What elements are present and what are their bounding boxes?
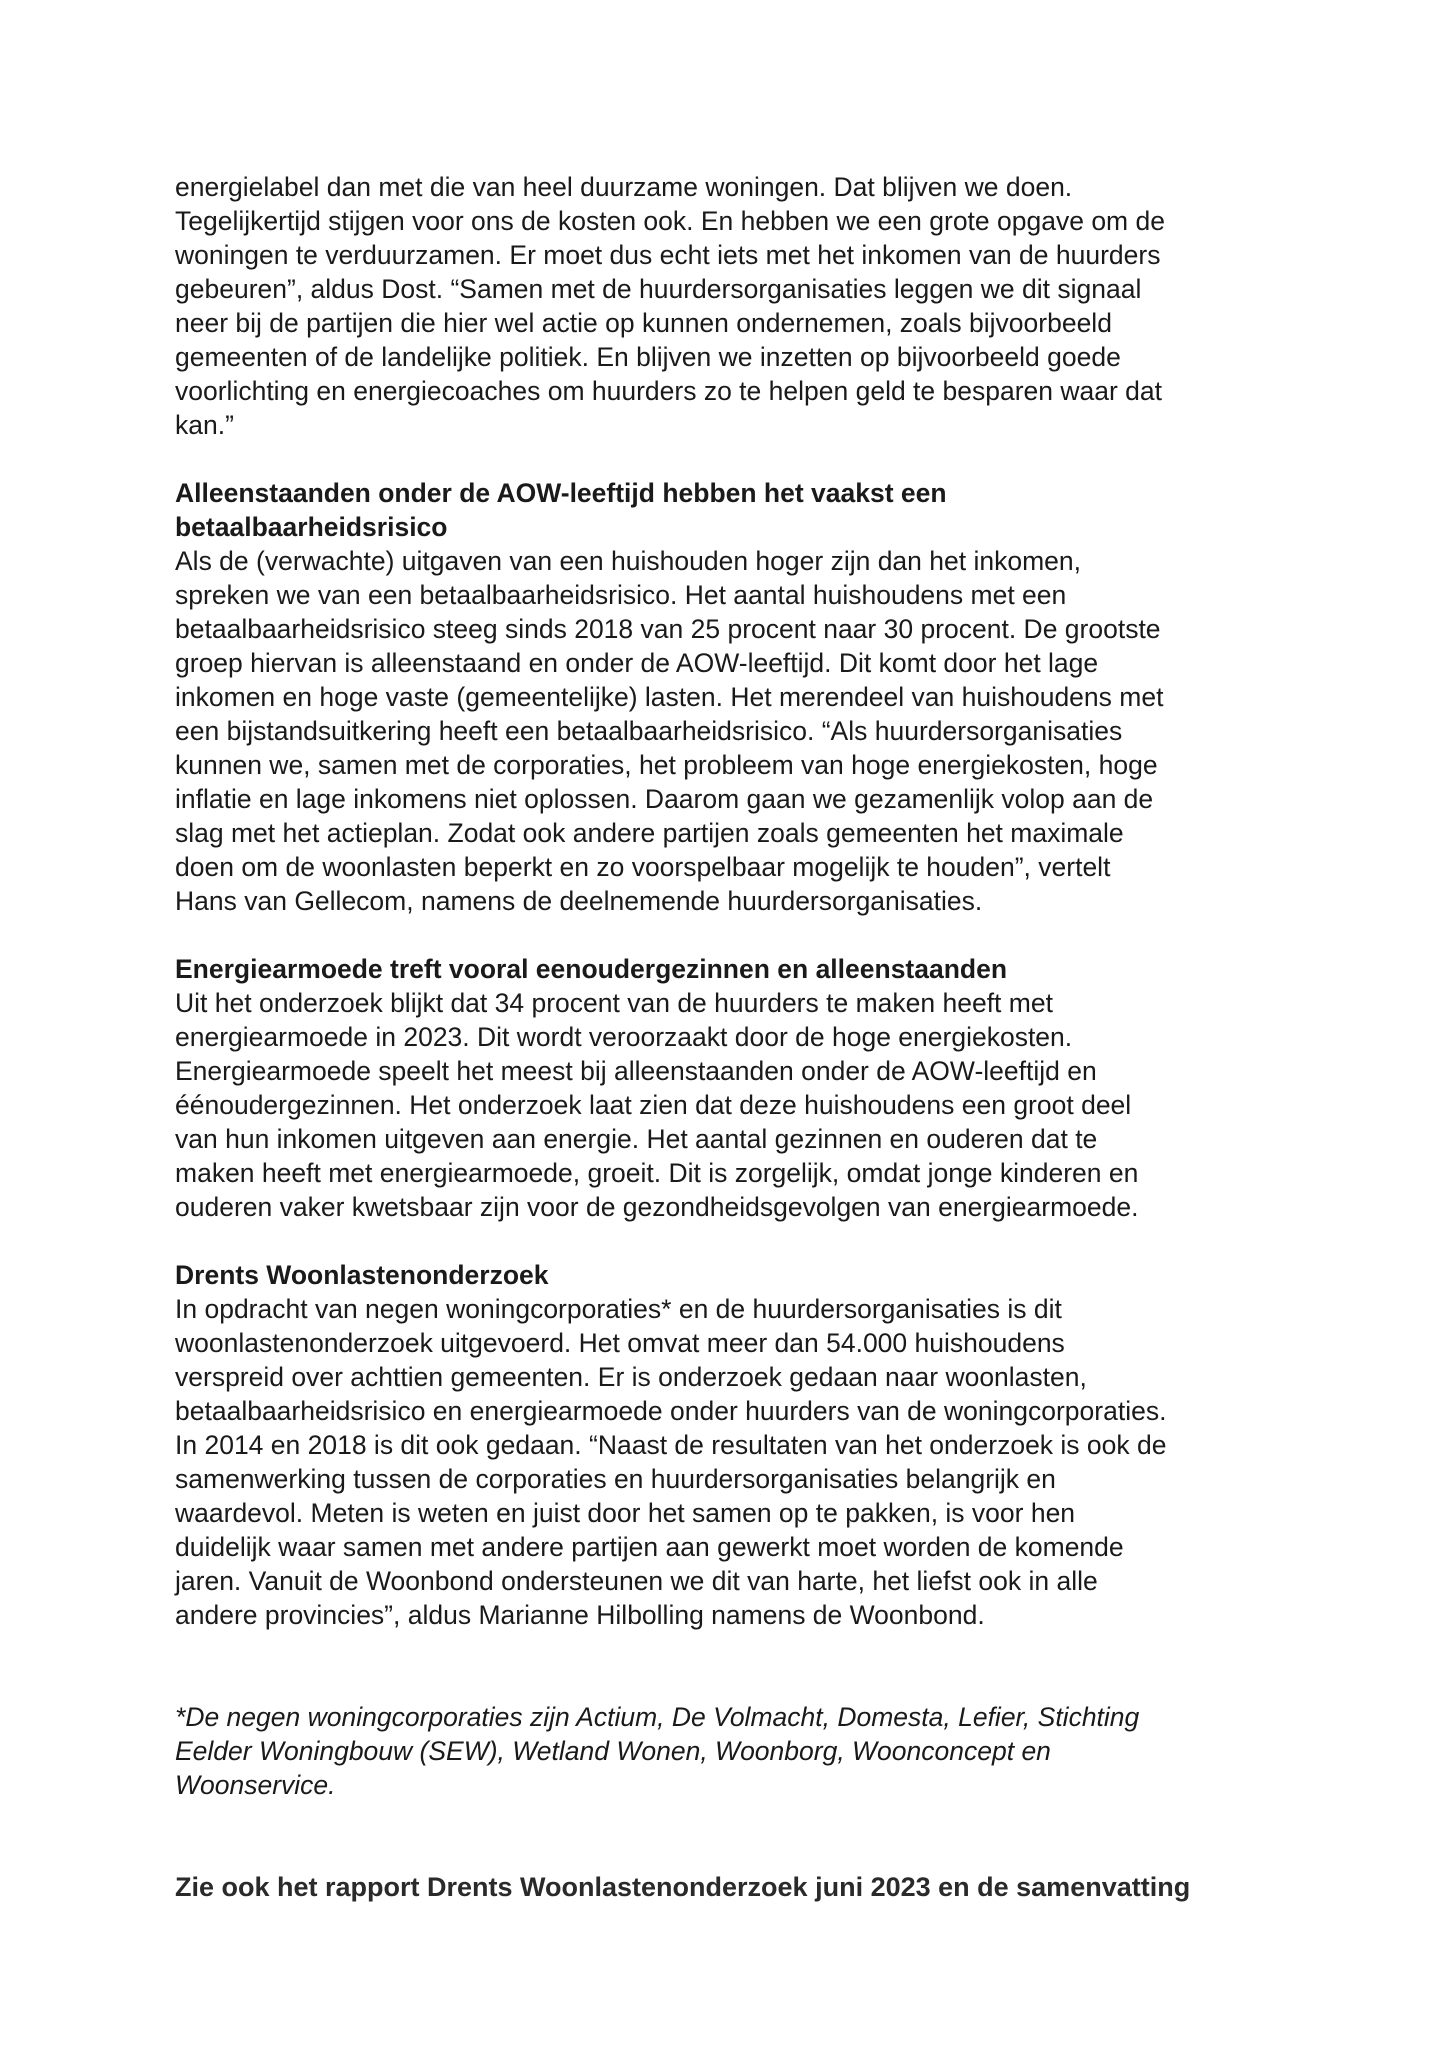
document-page: [175, 170, 1315, 1904]
intro-paragraph: energielabel dan met die van heel duurzame woningen. Dat blijven we doen. Tegelijkertijd stijgen voor ons de kosten ook. En hebben we een grote opgave om de woningen te verduurzamen. Er moet dus echt iets met het inkomen van de huurders gebeuren”, aldus Dost. “Samen met de huurdersorganisaties leggen we dit signaal neer bij de partijen die hier wel actie op kunnen ondernemen, zoals bijvoorbeeld gemeenten of de landelijke politiek. En blijven we inzetten op bijvoorbeeld goede voorlichting en energiecoaches om huurders zo te helpen geld te besparen waar dat kan.”: [175, 172, 1165, 440]
section-energiearmoede: [175, 952, 1315, 1224]
section-heading: Drents Woonlastenonderzoek: [175, 1260, 549, 1290]
section-body: Uit het onderzoek blijkt dat 34 procent van de huurders te maken heeft met energiearmoede in 2023. Dit wordt veroorzaakt door de hoge energiekosten. Energiearmoede speelt het meest bij alleenstaanden onder de AOW-leeftijd en éénoudergezinnen. Het onderzoek laat zien dat deze huishoudens een groot deel van hun inkomen uitgeven aan energie. Het aantal gezinnen en ouderen dat te maken heeft met energiearmoede, groeit. Dit is zorgelijk, omdat jonge kinderen en ouderen vaker kwetsbaar zijn voor de gezondheidsgevolgen van energiearmoede.: [175, 988, 1139, 1222]
closing-link-text[interactable]: Zie ook het rapport Drents Woonlastenonderzoek juni 2023 en de samenvatting: [175, 1872, 1191, 1902]
section-body: Als de (verwachte) uitgaven van een huishouden hoger zijn dan het inkomen, spreken we van een betaalbaarheidsrisico. Het aantal huishoudens met een betaalbaarheidsrisico steeg sinds 2018 van 25 procent naar 30 procent. De grootste groep hiervan is alleenstaand en onder de AOW-leeftijd. Dit komt door het lage inkomen en hoge vaste (gemeentelijke) lasten. Het merendeel van huishoudens met een bijstandsuitkering heeft een betaalbaarheidsrisico. “Als huurdersorganisaties kunnen we, samen met de corporaties, het probleem van hoge energiekosten, hoge inflatie en lage inkomens niet oplossen. Daarom gaan we gezamenlijk volop aan de slag met het actieplan. Zodat ook andere partijen zoals gemeenten het maximale doen om de woonlasten beperkt en zo voorspelbaar mogelijk te houden”, vertelt Hans van Gellecom, namens de deelnemende huurdersorganisaties.: [175, 546, 1164, 916]
section-woonlastenonderzoek: [175, 1258, 1315, 1632]
section-body: In opdracht van negen woningcorporaties* en de huurdersorganisaties is dit woonlastenonderzoek uitgevoerd. Het omvat meer dan 54.000 huishoudens verspreid over achttien gemeenten. Er is onderzoek gedaan naar woonlasten, betaalbaarheidsrisico en energiearmoede onder huurders van de woningcorporaties. In 2014 en 2018 is dit ook gedaan. “Naast de resultaten van het onderzoek is ook de samenwerking tussen de corporaties en huurdersorganisaties belangrijk en waardevol. Meten is weten en juist door het samen op te pakken, is voor hen duidelijk waar samen met andere partijen aan gewerkt moet worden de komende jaren. Vanuit de Woonbond ondersteunen we dit van harte, het liefst ook in alle andere provincies”, aldus Marianne Hilbolling namens de Woonbond.: [175, 1294, 1167, 1630]
footnote: *De negen woningcorporaties zijn Actium, De Volmacht, Domesta, Lefier, Stichting Eelder Woningbouw (SEW), Wetland Wonen, Woonborg, Woonconcept en Woonservice.: [175, 1702, 1140, 1800]
section-betaalbaarheidsrisico: [175, 476, 1315, 918]
section-heading: Alleenstaanden onder de AOW-leeftijd hebben het vaakst een betaalbaarheidsrisico: [175, 478, 947, 542]
section-heading: Energiearmoede treft vooral eenoudergezinnen en alleenstaanden: [175, 954, 1008, 984]
